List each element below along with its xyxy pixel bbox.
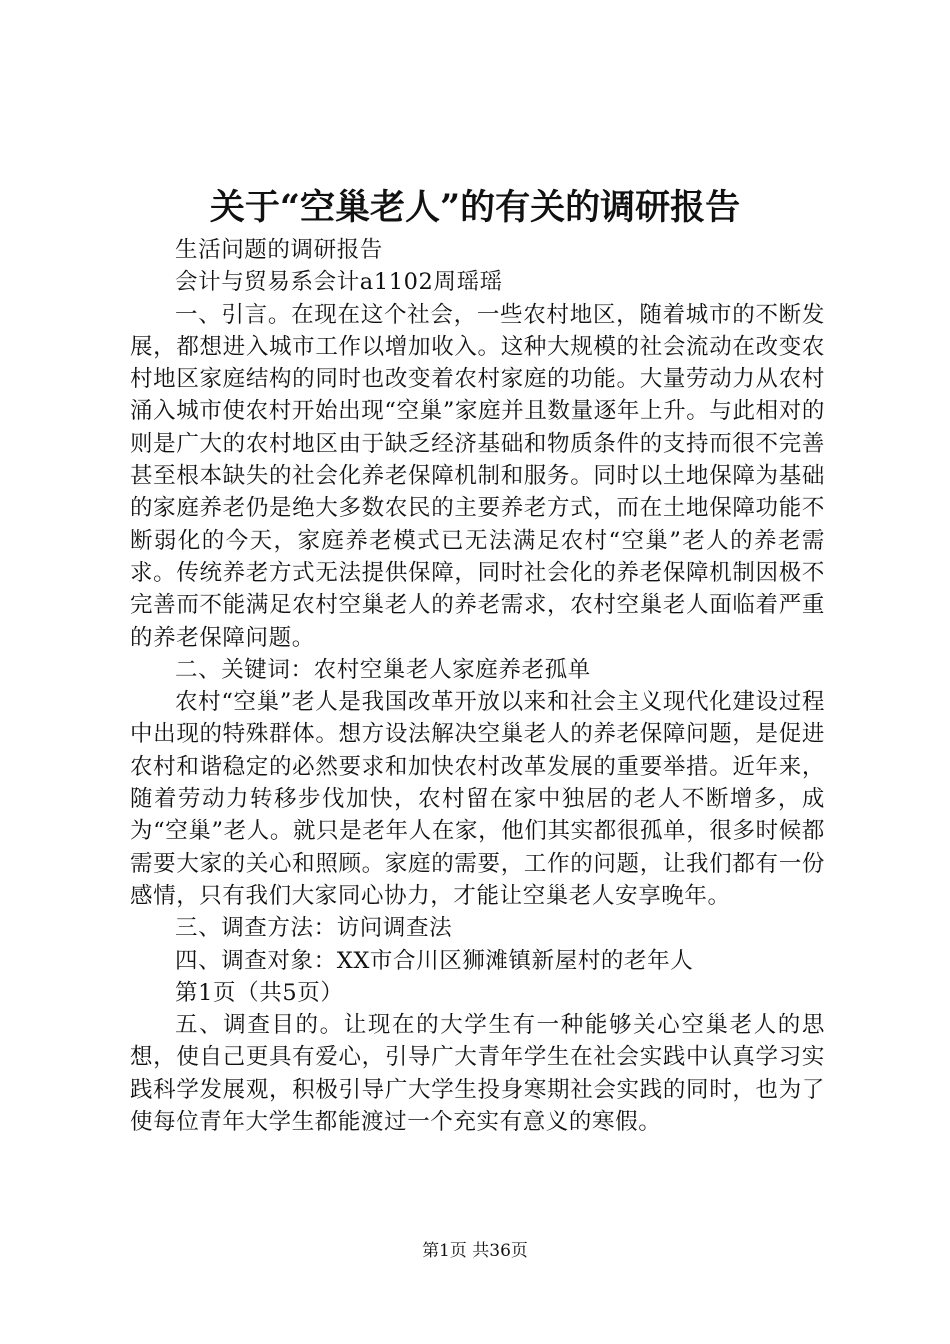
page-footer: 第1页 共36页 (422, 1241, 528, 1261)
paragraph-keywords: 二、关键词：农村空巢老人家庭养老孤单 (175, 656, 591, 683)
paragraph-purpose: 五、调查目的。让现在的大学生有一种能够关心空巢老人的思想，使自己更具有爱心，引导广大青年学生在社会实践中认真学习实践科学发展观，积极引导广大学生投身寒期社会实践的同时，也为了使每位青年大学生都能渡过一个充实有意义的寒假。 (130, 1012, 825, 1136)
paragraph-introduction: 一、引言。在现在这个社会，一些农村地区，随着城市的不断发展，都想进入城市工作以增加收入。这种大规模的社会流动在改变农村地区家庭结构的同时也改变着农村家庭的功能。大量劳动力从农村涌入城市使农村开始出现“空巢”家庭并且数量逐年上升。与此相对的则是广大的农村地区由于缺乏经济基础和物质条件的支持而很不完善甚至根本缺失的社会化养老保障机制和服务。同时以土地保障为基础的家庭养老仍是绝大多数农民的主要养老方式，而在土地保障功能不断弱化的今天，家庭养老模式已无法满足农村“空巢”老人的养老需求。传统养老方式无法提供保障，同时社会化的养老保障机制因极不完善而不能满足农村空巢老人的养老需求，农村空巢老人面临着严重的养老保障问题。 (130, 301, 825, 651)
paragraph-method: 三、调查方法：访问调查法 (175, 915, 453, 942)
paragraph-inner-page-number: 第1页（共5页） (175, 979, 344, 1006)
document-body (130, 234, 825, 1138)
paragraph-subject: 四、调查对象：XX市合川区狮滩镇新屋村的老年人 (175, 947, 694, 974)
document-title: 关于“空巢老人”的有关的调研报告 (209, 187, 741, 228)
paragraph-background: 农村“空巢”老人是我国改革开放以来和社会主义现代化建设过程中出现的特殊群体。想方设法解决空巢老人的养老保障问题，是促进农村和谐稳定的必然要求和加快农村改革发展的重要举措。近年来，随着劳动力转移步伐加快，农村留在家中独居的老人不断增多，成为“空巢”老人。就只是老年人在家，他们其实都很孤单，很多时候都需要大家的关心和照顾。家庭的需要，工作的问题，让我们都有一份感情，只有我们大家同心协力，才能让空巢老人安享晚年。 (130, 689, 825, 909)
paragraph-subtitle: 生活问题的调研报告 (175, 237, 383, 263)
paragraph-author: 会计与贸易系会计a1102周瑶瑶 (175, 269, 503, 296)
